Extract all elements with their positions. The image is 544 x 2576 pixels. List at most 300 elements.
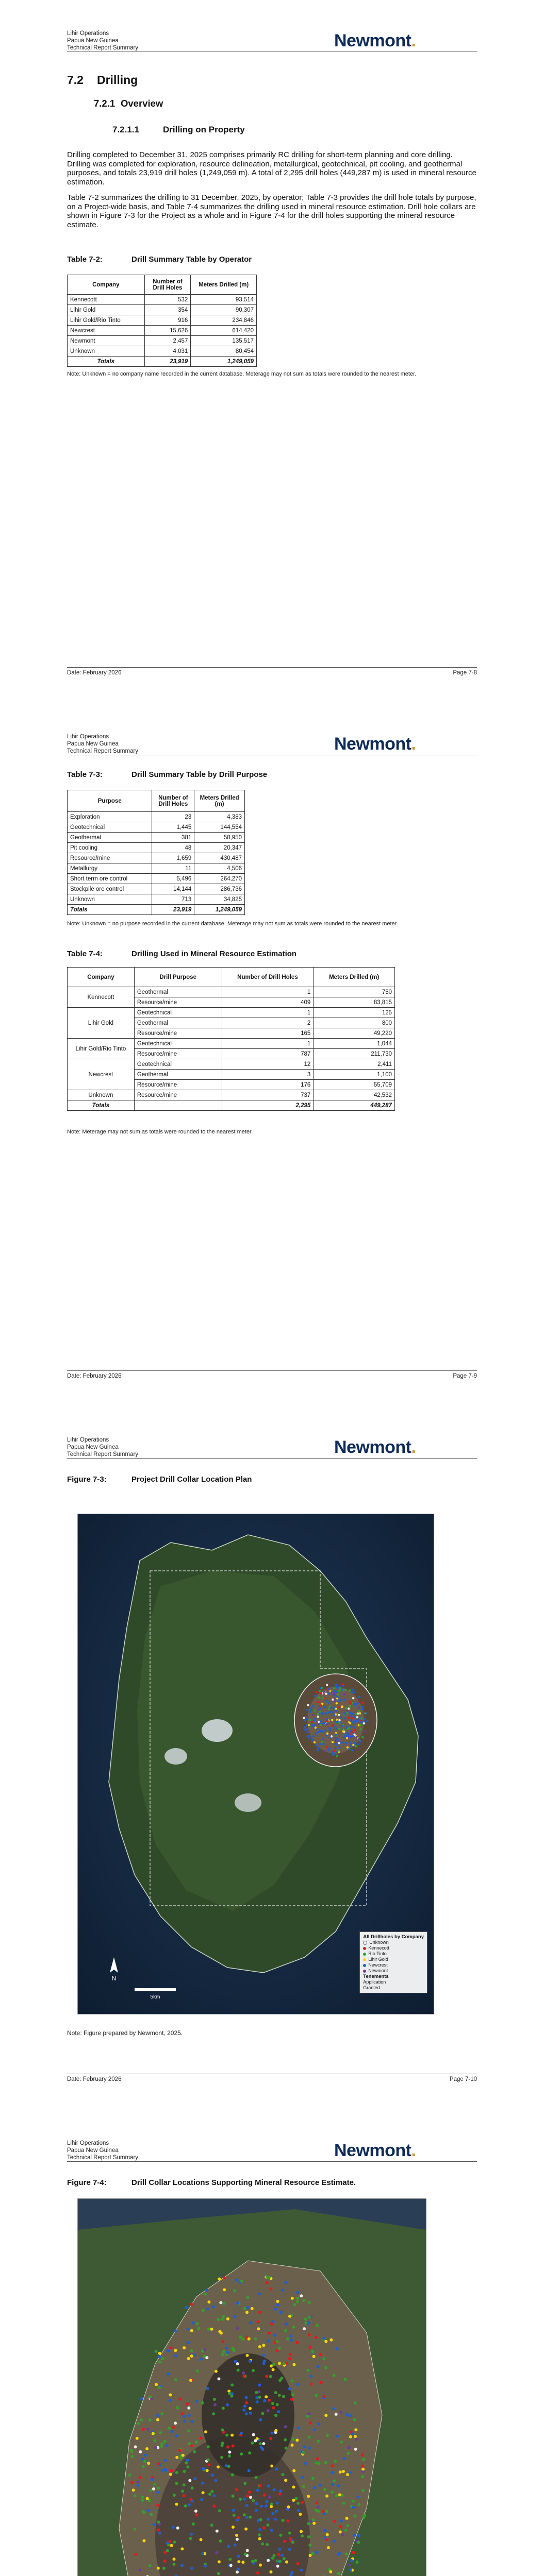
drill-collar (248, 2490, 251, 2494)
drill-collar (291, 2541, 294, 2544)
drill-collar (323, 2395, 326, 2398)
drill-collar (269, 2375, 272, 2378)
drill-collar (319, 2484, 322, 2487)
drill-collar (268, 2496, 271, 2499)
drill-collar (307, 1704, 309, 1706)
drill-collar (291, 2438, 294, 2441)
table-total-row: Totals 23,919 1,249,059 (68, 905, 245, 915)
drill-collar (130, 2481, 134, 2484)
drill-collar (348, 1717, 350, 1719)
drill-collar (195, 2400, 198, 2403)
drill-collar (317, 1701, 319, 1703)
drill-collar (255, 2391, 258, 2394)
drill-collar (222, 2340, 225, 2343)
drill-collar (288, 2315, 291, 2318)
drill-collar (301, 2534, 304, 2537)
drill-collar (139, 2450, 142, 2453)
drill-collar (349, 2471, 352, 2475)
drill-collar (167, 2349, 170, 2352)
drill-collar (258, 2311, 261, 2314)
drill-collar (302, 2485, 305, 2488)
drill-collar (288, 2357, 291, 2360)
drill-collar (358, 1701, 360, 1703)
drill-collar (267, 2484, 270, 2487)
drill-collar (276, 2300, 279, 2303)
drill-collar (149, 2418, 152, 2421)
drill-collar (226, 2351, 229, 2354)
drill-collar (351, 1689, 353, 1691)
drill-collar (176, 2406, 179, 2410)
drill-collar (337, 1693, 339, 1696)
drill-collar (338, 1690, 340, 1692)
drill-collar (353, 1726, 355, 1728)
drill-collar (212, 2306, 215, 2309)
header-text (67, 733, 138, 755)
drill-collar (312, 1735, 314, 1737)
drill-collar (257, 2391, 260, 2394)
drill-collar (239, 2335, 242, 2338)
drill-collar (361, 1736, 364, 1738)
drill-collar (196, 2370, 199, 2373)
drill-collar (166, 2541, 169, 2545)
drill-collar (245, 2412, 248, 2415)
drill-collar (311, 2552, 314, 2555)
drill-collar (309, 2421, 312, 2425)
drill-collar (337, 2572, 340, 2575)
drill-collar (359, 1740, 361, 1742)
drill-collar (296, 2502, 300, 2505)
figure-7-3-note: Note: Figure prepared by Newmont, 2025. (67, 2029, 183, 2037)
drill-collar (335, 1684, 337, 1686)
drill-collar (246, 2549, 249, 2552)
paragraph-2: Table 7-2 summarizes the drilling to 31 December, 2025, by operator; Table 7-3 provides the drill hole totals by purpose, on a Project-wide basis, and Table 7-4 summarizes the drilling used in mineral resource estimation. Drill hole collars are shown in Figure 7-3 for the Project as a whole and in Figure 7-4 for the drill holes supporting the mineral resource estimate. (67, 193, 476, 229)
drill-collar (276, 2303, 279, 2307)
drill-collar (232, 2347, 235, 2350)
drill-collar (351, 1731, 353, 1733)
drill-collar (352, 1735, 354, 1737)
drill-collar (278, 2493, 282, 2496)
drill-collar (187, 2406, 190, 2410)
table-row: Lihir Gold 354 90,307 (68, 305, 257, 315)
drill-collar (335, 2413, 338, 2416)
drill-collar (344, 2529, 348, 2532)
drill-collar (335, 1743, 337, 1745)
drill-collar (158, 2352, 161, 2355)
drill-collar (358, 1710, 360, 1712)
table-header: Drill Purpose (134, 968, 222, 987)
drill-collar (304, 1726, 306, 1728)
table-7-2-caption: Table 7-2: Drill Summary Table by Operator (67, 255, 252, 264)
drill-collar (243, 2404, 246, 2408)
drill-collar (336, 2435, 339, 2438)
drill-collar (318, 1697, 320, 1699)
drill-collar (349, 1742, 351, 1744)
drill-collar (246, 2495, 249, 2498)
drill-collar (312, 2355, 316, 2358)
drill-collar (283, 2362, 286, 2365)
drill-collar (201, 2552, 204, 2555)
drill-collar (311, 2350, 314, 2353)
drill-collar (322, 1722, 324, 1724)
drill-collar (152, 2432, 155, 2435)
drill-collar (347, 1710, 349, 1712)
table-row: Geothermal 381 58,950 (68, 833, 245, 843)
drill-collar (193, 2450, 196, 2453)
drill-collar (304, 2321, 307, 2325)
drill-collar (215, 2479, 218, 2482)
drill-collar (361, 2453, 364, 2456)
drill-collar (206, 2308, 209, 2311)
drill-collar (263, 2360, 266, 2363)
drill-collar (352, 2506, 355, 2509)
drill-collar (189, 2537, 192, 2540)
drill-collar (255, 2476, 258, 2479)
drill-collar (189, 2498, 192, 2501)
drill-collar (361, 2489, 365, 2492)
drill-collar (242, 2371, 245, 2375)
drill-collar (149, 2564, 152, 2567)
drill-collar (190, 2533, 193, 2536)
drill-collar (362, 2458, 365, 2461)
header-line-3: Technical Report Summary (67, 748, 139, 754)
drill-collar (233, 2289, 236, 2292)
drill-collar (156, 2504, 159, 2507)
drill-collar (166, 2444, 169, 2447)
drill-collar (258, 2533, 261, 2536)
drill-collar (325, 1700, 327, 1702)
drill-collar (360, 1717, 362, 1719)
drill-collar (225, 2347, 228, 2350)
drill-collar (317, 1749, 319, 1751)
header-rule (67, 2161, 477, 2162)
drill-collar (153, 2483, 156, 2486)
footer (67, 670, 477, 676)
drill-collar (333, 2480, 336, 2483)
drill-collar (361, 2465, 364, 2468)
table-row: Lihir Gold/Rio Tinto Geotechnical 1 1,044 (68, 1039, 395, 1049)
drill-collar (353, 2534, 356, 2537)
drill-collar (173, 2557, 176, 2561)
drill-collar (185, 2306, 188, 2309)
drill-collar (144, 2453, 147, 2456)
drill-collar (324, 2461, 327, 2464)
drill-collar (158, 2386, 161, 2389)
drill-collar (213, 2403, 217, 2406)
legend-item: Granted (363, 1985, 380, 1990)
drill-collar (206, 2469, 209, 2472)
page-7-11 (0, 2110, 544, 2576)
drill-collar (266, 2281, 269, 2284)
drill-collar (320, 2381, 323, 2384)
drill-collar (155, 2350, 158, 2353)
drill-collar (243, 2482, 246, 2485)
drill-collar (289, 2334, 292, 2337)
drill-collar (326, 2434, 329, 2437)
header-line-1: Lihir Operations (67, 734, 109, 740)
drill-collar (202, 2467, 205, 2470)
drill-collar (223, 2288, 226, 2291)
drill-collar (142, 2465, 145, 2468)
drill-collar (252, 2369, 255, 2372)
drill-collar (174, 2329, 177, 2332)
drill-collar (251, 2442, 254, 2445)
drill-collar (287, 2505, 290, 2509)
footer-rule (67, 1370, 477, 1371)
drill-collar (322, 2337, 325, 2340)
drill-collar (246, 2296, 250, 2299)
drill-collar (345, 2517, 349, 2520)
drill-collar (339, 2470, 342, 2473)
drill-collar (307, 2535, 310, 2538)
drill-collar (317, 1716, 319, 1718)
drill-collar (258, 2396, 261, 2399)
drill-collar (255, 2509, 258, 2512)
table-header: Meters Drilled (m) (191, 275, 257, 295)
drill-collar (134, 2494, 137, 2497)
drill-collar (275, 2468, 278, 2471)
table-7-4-note: Note: Meterage may not sum as totals were rounded to the nearest meter. (67, 1129, 253, 1135)
drill-collar (223, 2276, 226, 2279)
drill-collar (265, 2504, 268, 2507)
drill-collar (228, 2558, 232, 2561)
drill-collar (273, 2554, 276, 2557)
drill-collar (282, 2395, 285, 2398)
drill-collar (329, 2338, 333, 2342)
drill-collar (328, 1711, 330, 1714)
drill-collar (329, 2570, 332, 2573)
drill-collar (282, 2473, 285, 2476)
drill-collar (344, 1734, 347, 1736)
header-line-2: Papua New Guinea (67, 741, 119, 747)
drill-collar (317, 2510, 320, 2513)
drill-collar (149, 2489, 152, 2492)
drill-collar (241, 2561, 244, 2564)
drill-collar (304, 2462, 307, 2465)
drill-collar (358, 1696, 360, 1698)
drill-collar (137, 2484, 140, 2487)
table-header: Number of Drill Holes (222, 968, 314, 987)
drill-collar (210, 2328, 213, 2331)
drill-collar (285, 2362, 288, 2365)
drill-collar (222, 2315, 225, 2318)
drill-collar (265, 2395, 268, 2398)
drill-collar (236, 2301, 239, 2304)
drill-collar (168, 2427, 171, 2430)
drill-collar (185, 2462, 188, 2465)
drill-collar (160, 2445, 163, 2448)
drill-collar (310, 1707, 312, 1709)
drill-collar (212, 2412, 215, 2415)
drill-collar (268, 2399, 271, 2402)
drill-collar (316, 2324, 319, 2327)
drill-collar (277, 2410, 280, 2413)
drill-collar (171, 2430, 174, 2433)
drill-collar (158, 2532, 161, 2535)
drill-collar (303, 2445, 306, 2448)
drill-collar (292, 2469, 295, 2472)
drill-collar (320, 1692, 322, 1694)
drill-collar (323, 2529, 326, 2532)
table-row: Kennecott 532 93,514 (68, 295, 257, 305)
drill-collar (174, 2354, 177, 2358)
footer-date: Date: February 2026 (67, 2076, 122, 2082)
newmont-logo: Newmont. (334, 734, 416, 754)
drill-collar (350, 1745, 352, 1747)
drill-collar (213, 2398, 216, 2401)
drill-collar (254, 2337, 257, 2341)
drill-collar (331, 1735, 333, 1737)
drill-collar (164, 2469, 168, 2472)
drill-collar (192, 2321, 195, 2325)
drill-collar (274, 2391, 277, 2394)
drill-collar (336, 1737, 338, 1739)
drill-collar (256, 2400, 259, 2403)
drill-collar (337, 2484, 340, 2487)
drill-collar (342, 2470, 345, 2473)
drill-collar (321, 1731, 323, 1733)
drill-collar (263, 2399, 266, 2402)
drill-collar (290, 2398, 293, 2401)
drill-collar (174, 2421, 177, 2425)
drill-collar (222, 2350, 225, 2353)
drill-collar (187, 2328, 190, 2331)
drill-collar (342, 1731, 344, 1733)
drill-collar (307, 2301, 310, 2304)
drill-collar (355, 2438, 358, 2441)
drill-collar (336, 1691, 338, 1693)
drill-collar (147, 2509, 150, 2512)
drill-collar (313, 2486, 316, 2489)
drill-collar (228, 2451, 231, 2454)
drill-collar (348, 1733, 350, 1735)
drill-collar (271, 2402, 274, 2405)
drill-collar (249, 2412, 252, 2415)
table-row: Geotechnical 1,445 144,554 (68, 822, 245, 833)
drill-collar (157, 2567, 160, 2570)
drill-collar (157, 2486, 160, 2489)
drill-collar (332, 1741, 334, 1743)
drill-collar (325, 1693, 327, 1695)
cloud (164, 1748, 187, 1765)
drill-collar (324, 2414, 327, 2417)
drill-collar (245, 2516, 249, 2519)
drill-collar (158, 2355, 161, 2358)
table-row: Unknown 4,031 80,454 (68, 346, 257, 357)
legend-item: Rio Tinto (363, 1951, 424, 1957)
drill-collar (220, 2456, 223, 2459)
drill-collar (325, 1712, 327, 1714)
drill-collar (186, 2402, 189, 2405)
drill-collar (236, 2538, 239, 2541)
drill-collar (328, 1692, 330, 1694)
drill-collar (340, 2519, 343, 2522)
drill-collar (261, 2543, 264, 2546)
drill-collar (327, 1702, 329, 1704)
drill-collar (276, 2403, 279, 2406)
drill-collar (348, 1727, 350, 1729)
table-row: Resource/mine 787 211,730 (68, 1049, 395, 1059)
drill-collar (361, 2468, 365, 2471)
legend-swatch (363, 1953, 366, 1956)
drill-collar (181, 2412, 184, 2415)
drill-collar (306, 1718, 308, 1720)
drill-collar (215, 2370, 218, 2373)
drill-collar (270, 2465, 273, 2468)
drill-collar (295, 2341, 299, 2344)
drill-collar (232, 2495, 235, 2498)
table-row: Resource/mine 165 49,220 (68, 1028, 395, 1039)
drill-collar (204, 2565, 207, 2568)
drill-collar (197, 2327, 201, 2330)
drill-collar (284, 2438, 287, 2442)
drill-collar (276, 2565, 279, 2568)
drill-collar (273, 2334, 276, 2337)
drill-collar (249, 2516, 252, 2519)
drill-collar (355, 1720, 357, 1722)
drill-collar (173, 2540, 176, 2544)
drill-collar (342, 1728, 344, 1730)
drill-collar (322, 1697, 324, 1699)
drill-collar (307, 1735, 309, 1737)
drill-collar (226, 2446, 229, 2449)
drill-collar (251, 2560, 254, 2563)
header-line-1: Lihir Operations (67, 30, 109, 37)
drill-collar (336, 1751, 338, 1753)
drill-collar (303, 1717, 305, 1719)
drill-collar (309, 2375, 312, 2378)
drill-collar (146, 2497, 149, 2500)
drill-collar (270, 2505, 273, 2508)
drill-collar (240, 2280, 243, 2283)
drill-collar (315, 2501, 318, 2504)
drill-collar (245, 2311, 249, 2314)
drill-collar (195, 2513, 199, 2516)
drill-collar (278, 2560, 282, 2563)
drill-collar (200, 2436, 203, 2439)
drill-collar (222, 2302, 225, 2305)
drill-collar (364, 1718, 366, 1720)
drill-collar (143, 2511, 146, 2514)
drill-collar (189, 2379, 192, 2382)
drill-collar (175, 2482, 178, 2485)
drill-collar (267, 2559, 270, 2562)
drill-collar (284, 2329, 287, 2332)
header-line-2: Papua New Guinea (67, 1444, 119, 1450)
drill-collar (323, 1691, 325, 1693)
drill-collar (270, 2570, 273, 2573)
page-7-9 (0, 703, 544, 1406)
legend-title: All Drillholes by Company (363, 1934, 424, 1940)
drill-collar (269, 2437, 272, 2440)
drill-collar (183, 2415, 186, 2418)
drill-collar (343, 1736, 345, 1738)
drill-collar (183, 2483, 186, 2486)
drill-collar (335, 1740, 337, 1742)
footer (67, 1373, 477, 1379)
drill-collar (257, 2519, 260, 2522)
drill-collar (348, 2564, 351, 2567)
drill-collar (353, 1729, 355, 1731)
drill-collar (325, 2510, 328, 2513)
drill-collar (248, 2451, 251, 2454)
drill-collar (236, 2327, 239, 2330)
legend-item: Newcrest (363, 1962, 424, 1968)
drill-collar (312, 1714, 314, 1716)
drill-collar (335, 2347, 338, 2350)
drill-collar (292, 2363, 295, 2366)
drill-collar (342, 2502, 345, 2505)
drill-collar (249, 2407, 252, 2410)
